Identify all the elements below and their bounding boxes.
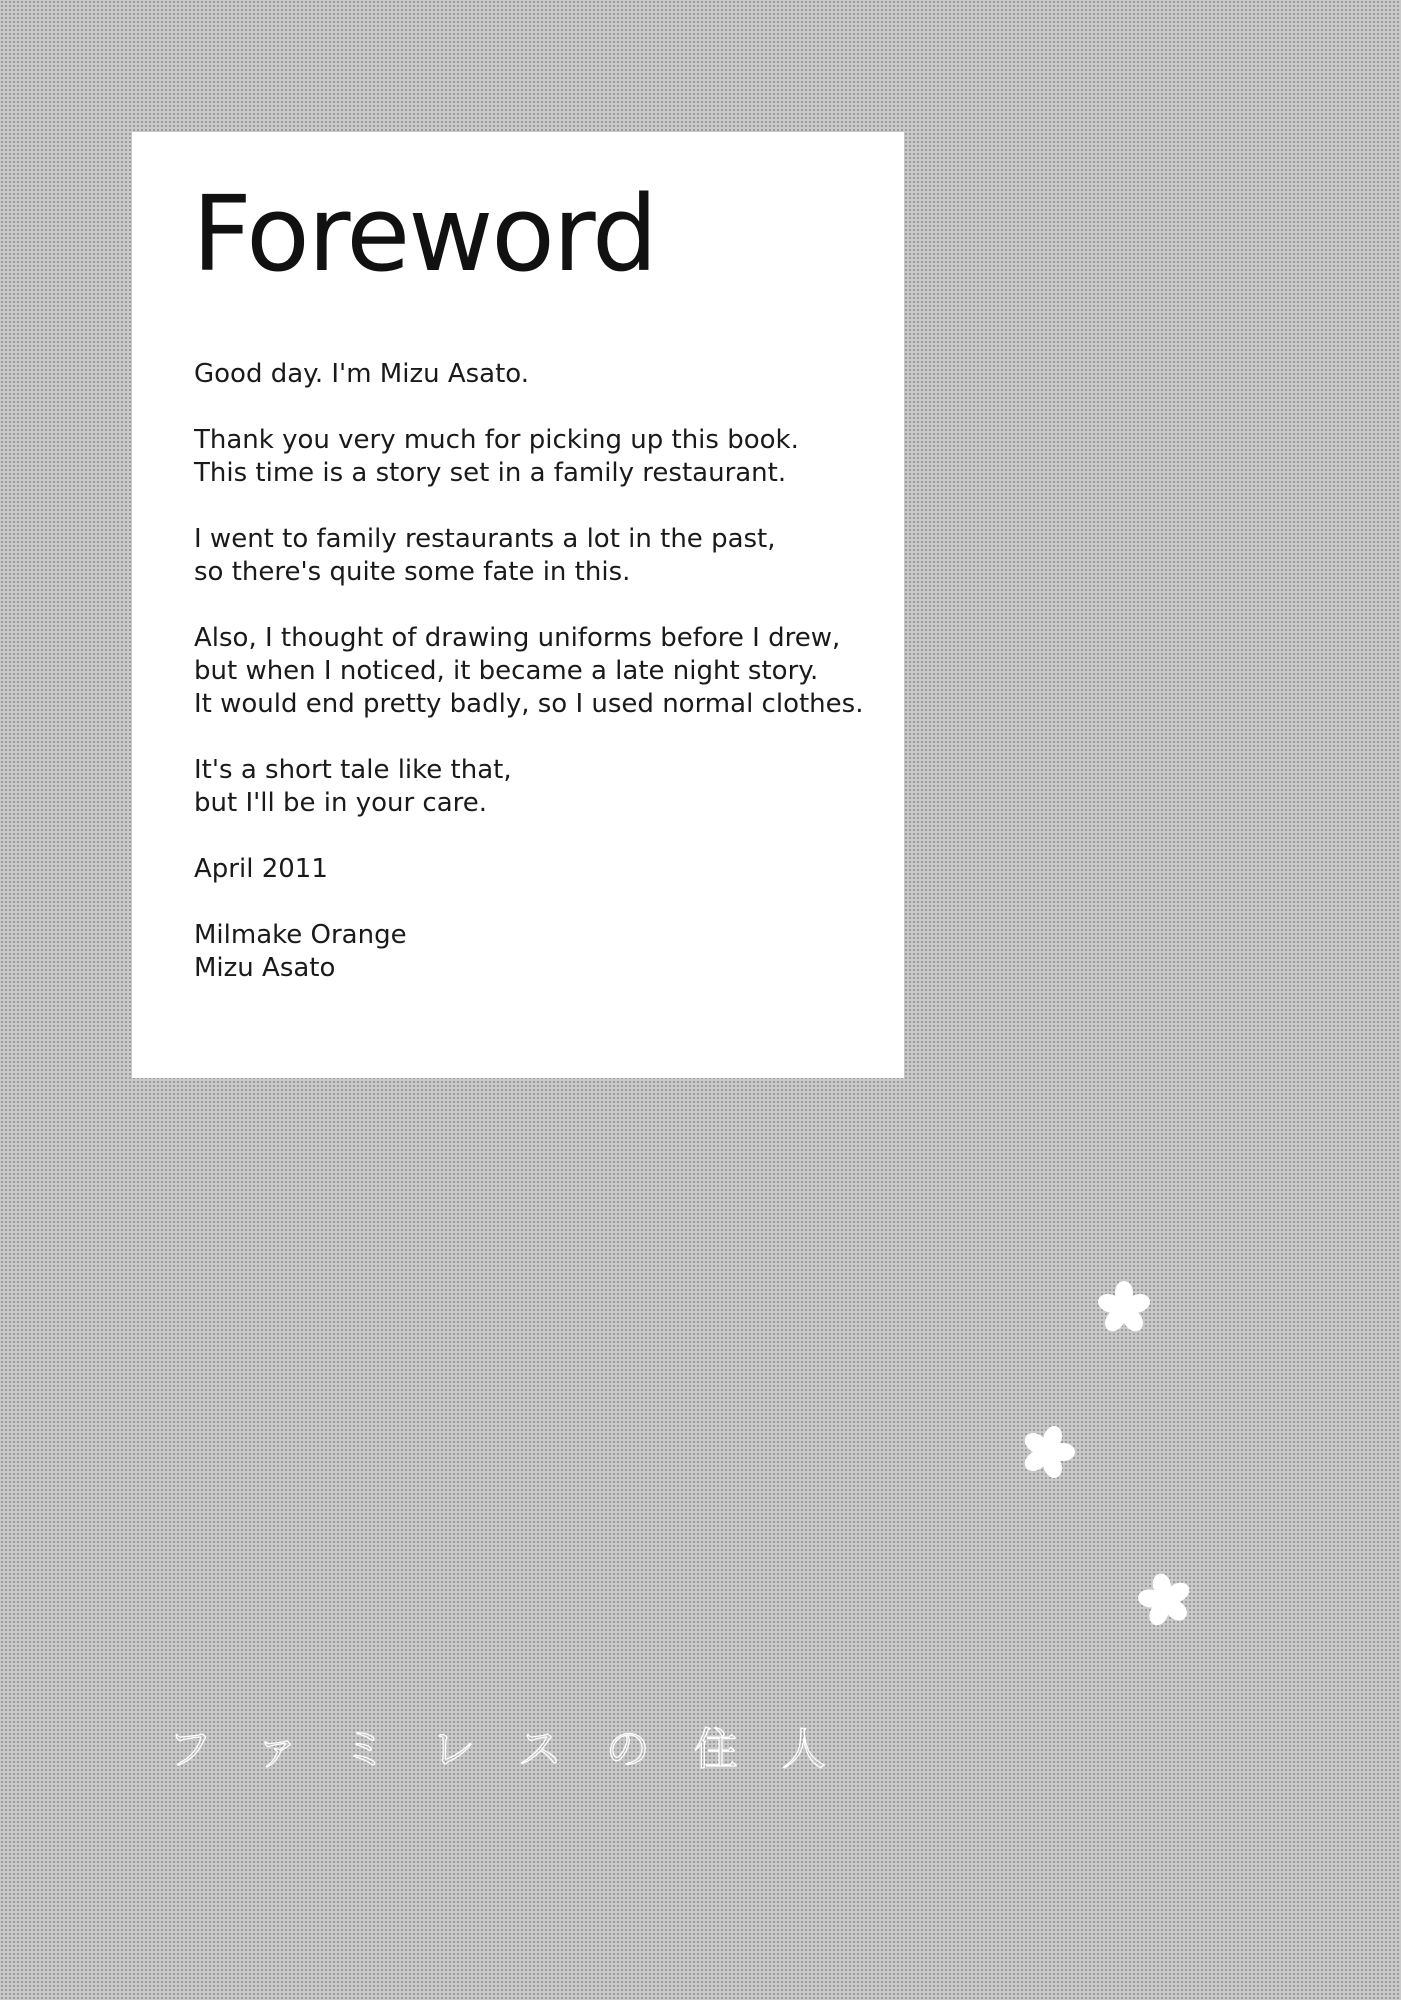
foreword-body	[194, 358, 894, 1018]
text-line: but I'll be in your care.	[194, 788, 488, 818]
japanese-title: ファミレスの住人	[168, 1724, 870, 1775]
text-line: This time is a story set in a family restaurant.	[194, 458, 787, 488]
foreword-panel	[132, 132, 904, 1078]
paragraph-date	[194, 853, 894, 886]
circle-name: Milmake Orange	[194, 920, 407, 950]
text-line: I went to family restaurants a lot in the past,	[194, 524, 776, 554]
text-line: Thank you very much for picking up this book.	[194, 425, 799, 455]
flower-icon	[1018, 1422, 1078, 1482]
paragraph-closing	[194, 754, 894, 820]
text-line: It's a short tale like that,	[194, 755, 512, 785]
paragraph-signature	[194, 919, 894, 985]
page-title: Foreword	[192, 173, 656, 295]
paragraph-thanks	[194, 424, 894, 490]
text-line: It would end pretty badly, so I used normal clothes.	[194, 689, 864, 719]
text-line: but when I noticed, it became a late night story.	[194, 656, 819, 686]
date-line: April 2011	[194, 854, 328, 884]
author-name: Mizu Asato	[194, 953, 336, 983]
flower-icon	[1135, 1570, 1195, 1630]
text-line: Good day. I'm Mizu Asato.	[194, 359, 530, 389]
text-line: so there's quite some fate in this.	[194, 557, 631, 587]
text-line: Also, I thought of drawing uniforms before I drew,	[194, 623, 841, 653]
paragraph-uniforms	[194, 622, 894, 721]
flower-icon	[1094, 1278, 1154, 1338]
paragraph-greeting	[194, 358, 894, 391]
paragraph-restaurants	[194, 523, 894, 589]
